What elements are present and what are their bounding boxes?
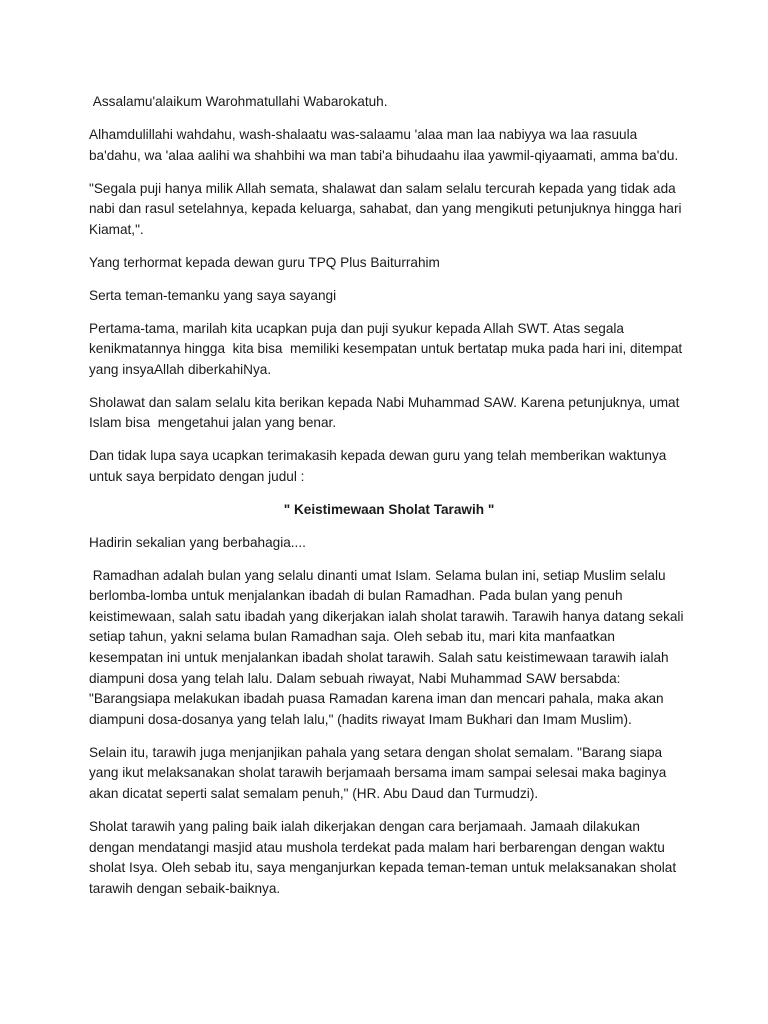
opening-prayer-paragraph: Alhamdulillahi wahdahu, wash-shalaatu was-salaamu 'alaa man laa nabiyya wa laa rasuula ba'dahu, wa 'alaa aalihi wa shahbihi wa man tabi'a bihudaahu ilaa yawmil-qiyaamati, amma ba'du.: [89, 126, 679, 163]
sholawat-paragraph: Sholawat dan salam selalu kita berikan kepada Nabi Muhammad SAW. Karena petunjuknya, umat Islam bisa mengetahui jalan yang benar.: [89, 394, 684, 431]
congregation-paragraph: Sholat tarawih yang paling baik ialah dikerjakan dengan cara berjamaah. Jamaah dilakukan dengan mendatangi masjid atau mushola terdekat pada malam hari berbarengan dengan waktu sholat Isya. Oleh sebab itu, saya menganjurkan kepada teman-teman untuk melaksanakan sholat tarawih dengan sebaik-baiknya.: [89, 818, 680, 896]
ramadhan-paragraph: Ramadhan adalah bulan yang selalu dinanti umat Islam. Selama bulan ini, setiap Muslim selalu berlomba-lomba untuk menjalankan ibadah di bulan Ramadhan. Pada bulan yang penuh keistimewaan, salah satu ibadah yang dikerjakan ialah sholat tarawih. Tarawih hanya datang sekali setiap tahun, yakni selama bulan Ramadhan saja. Oleh sebab itu, mari kita manfaatkan kesempatan ini untuk menjalankan ibadah sholat tarawih. Salah satu keistimewaan tarawih ialah diampuni dosa yang telah lalu. Dalam sebuah riwayat, Nabi Muhammad SAW bersabda: "Barangsiapa melakukan ibadah puasa Ramadan karena iman dan mencari pahala, maka akan diampuni dosa-dosanya yang telah lalu," (hadits riwayat Imam Bukhari dan Imam Muslim).: [89, 567, 688, 727]
greeting-paragraph: Assalamu'alaikum Warohmatullahi Wabarokatuh.: [89, 94, 388, 109]
gratitude-paragraph: Pertama-tama, marilah kita ucapkan puja dan puji syukur kepada Allah SWT. Atas segala kenikmatannya hingga kita bisa memiliki kesempatan untuk bertatap muka pada hari ini, ditempat yang insyaAllah diberkahiNya.: [89, 320, 686, 377]
honored-teachers-paragraph: Yang terhormat kepada dewan guru TPQ Plus Baiturrahim: [89, 254, 440, 270]
speech-title: " Keistimewaan Sholat Tarawih ": [283, 502, 495, 518]
friends-paragraph: Serta teman-temanku yang saya sayangi: [89, 287, 337, 303]
reward-paragraph: Selain itu, tarawih juga menjanjikan pahala yang setara dengan sholat semalam. "Barang siapa yang ikut melaksanakan sholat tarawih berjamaah bersama imam sampai selesai maka baginya akan dicatat seperti salat semalam penuh," (HR. Abu Daud dan Turmudzi).: [89, 744, 671, 801]
document-page: [89, 92, 689, 912]
audience-greeting-paragraph: Hadirin sekalian yang berbahagia....: [89, 534, 306, 550]
thanks-paragraph: Dan tidak lupa saya ucapkan terimakasih kepada dewan guru yang telah memberikan waktunya untuk saya berpidato dengan judul :: [89, 448, 671, 485]
praise-paragraph: "Segala puji hanya milik Allah semata, shalawat dan salam selalu tercurah kepada yang tidak ada nabi dan rasul setelahnya, kepada keluarga, sahabat, dan yang mengikuti petunjuknya hingga hari Kiamat,".: [89, 180, 686, 237]
